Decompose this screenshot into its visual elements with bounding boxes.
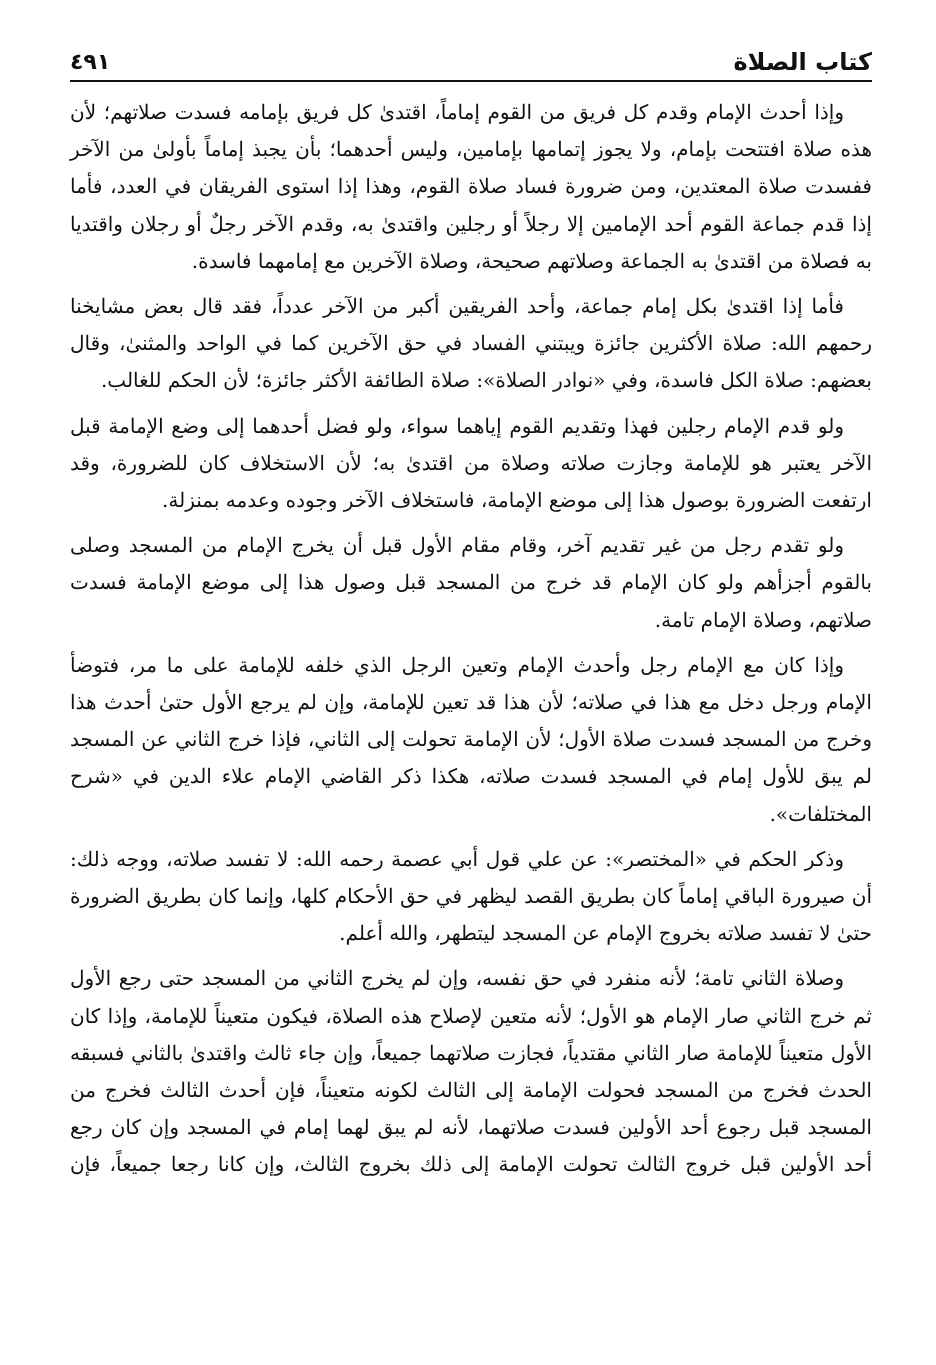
- page-header: [70, 38, 872, 82]
- paragraph: وإذا أحدث الإمام وقدم كل فريق من القوم إماماً، اقتدىٰ كل فريق بإمامه فسدت صلاتهم؛ لأن هذه صلاة افتتحت بإمام، ولا يجوز إتمامها بإمامين، وليس أحدهما؛ بأن يجبذ إماماً بأولىٰ من الآخر ففسدت صلاة المعتدين، ومن ضرورة فساد صلاة القوم، وهذا إذا استوى الفريقان في العدد، فأما إذا قدم جماعة القوم أحد الإمامين إلا رجلاً أو رجلين واقتدىٰ به، وقدم الآخر رجلٌ أو رجلان واقتديا به فصلاة من اقتدىٰ به الجماعة وصلاتهم صحيحة، وصلاة الآخرين مع إمامهما فاسدة.: [70, 100, 872, 273]
- paragraph: وذكر الحكم في «المختصر»: عن علي قول أبي عصمة رحمه الله: لا تفسد صلاته، ووجه ذلك: أن صيرورة الباقي إماماً كان بطريق القصد ليظهر في حق الأحكام كلها، وإنما كان بطريق الضرورة حتىٰ لا تفسد صلاته بخروج الإمام عن المسجد ليتطهر، والله أعلم.: [70, 846, 872, 946]
- paragraph: ولو تقدم رجل من غير تقديم آخر، وقام مقام الأول قبل أن يخرج الإمام من المسجد وصلى بالقوم أجزأهم ولو كان الإمام قد خرج من المسجد قبل وصول هذا إلى موضع الإمامة فسدت صلاتهم، وصلاة الإمام تامة.: [70, 533, 872, 632]
- paragraph: وصلاة الثاني تامة؛ لأنه منفرد في حق نفسه، وإن لم يخرج الثاني من المسجد حتى رجع الأول ثم خرج الثاني صار الإمام هو الأول؛ لأنه متعين لإصلاح هذه الصلاة، فيكون متعيناً للإمامة، وإذا كان الأول متعيناً للإمامة صار الثاني مقتدياً، فجازت صلاتهما جميعاً، وإن جاء ثالث واقتدىٰ بالثاني فسبقه الحدث فخرج من المسجد فحولت الإمامة إلى الثالث لكونه متعيناً، فإن أحدث الثالث فخرج من المسجد قبل رجوع أحد الأولين فسدت صلاتهما، لأنه لم يبق لهما إمام في المسجد وإن كان رجع أحد الأولين قبل خروج الثالث تحولت الإمامة إلى ذلك بخروج الثالث، وإن كانا رجعا جميعاً، فإن: [70, 966, 873, 1177]
- paragraph: ولو قدم الإمام رجلين فهذا وتقديم القوم إياهما سواء، ولو فضل أحدهما إلى وضع الإمامة قبل الآخر يعتبر هو للإمامة وجازت صلاته وصلاة من اقتدىٰ به؛ لأن الاستخلاف كان للضرورة، وقد ارتفعت الضرورة بوصول هذا إلى موضع الإمامة، فاستخلاف الآخر وجوده وعدمه بمنزلة.: [70, 413, 872, 513]
- paragraph: فأما إذا اقتدىٰ بكل إمام جماعة، وأحد الفريقين أكبر من الآخر عدداً، فقد قال بعض مشايخنا رحمهم الله: صلاة الأكثرين جائزة ويبتني الفساد في حق الآخرين كما في الواحد والمثنىٰ، وقال بعضهم: صلاة الكل فاسدة، وفي «نوادر الصلاة»: صلاة الطائفة الأكثر جائزة؛ لأن الحكم للغالب.: [70, 294, 872, 393]
- paragraph: وإذا كان مع الإمام رجل وأحدث الإمام وتعين الرجل الذي خلفه للإمامة على ما مر، فتوضأ الإمام ورجل دخل مع هذا في صلاته؛ لأن هذا قد تعين للإمامة، وإن لم يرجع الأول حتىٰ أحدث هذا وخرج من المسجد فسدت صلاة الأول؛ لأن الإمامة تحولت إلى الثاني، فإذا خرج الثاني عن المسجد لم يبق للأول إمام في المسجد فسدت صلاته، هكذا ذكر القاضي الإمام علاء الدين في «شرح المختلفات».: [70, 652, 872, 826]
- chapter-title: كتاب الصلاة: [733, 48, 872, 76]
- book-page: [70, 38, 872, 1338]
- body-text: [70, 94, 872, 1184]
- page-number: ٤٩١: [70, 50, 111, 75]
